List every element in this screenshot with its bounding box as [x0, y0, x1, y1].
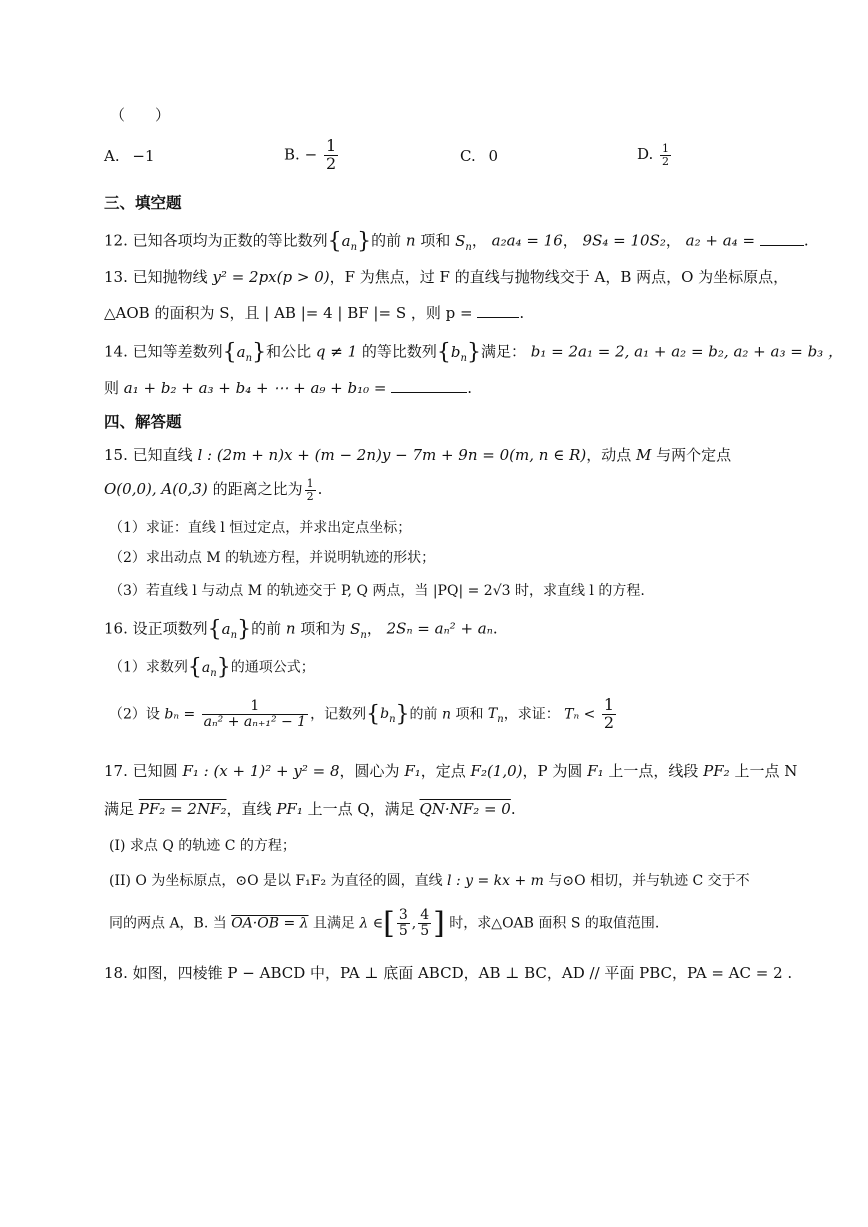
q14-answer-blank: [391, 378, 467, 393]
q16-part-2: （2）设 bₙ = $\frac{1}{\text{aₙ² + aₙ₊₁² − 1}}$ ，记数列$\{b_n\}$的前 n 项和 $T_n$，求证： Tₙ < $\frac{1}{2}$: [109, 695, 614, 732]
option-d-label: D.: [637, 145, 654, 164]
option-b-numerator: 1: [325, 136, 337, 155]
q17-text-6: 上一点 N: [734, 762, 798, 780]
q17-part-2-text-a: (II) O 为坐标原点，⊙O 是以 F₁F₂ 为直径的圆，直线: [109, 873, 443, 889]
q17-lower-fraction: [397, 908, 410, 938]
q15-ratio-fraction: [305, 478, 316, 502]
q17-vector-1: PF₂ = 2NF₂: [138, 800, 227, 818]
option-d-denominator: 2: [662, 154, 670, 168]
option-d-numerator: 1: [662, 142, 670, 155]
q15-line-equation: l : (2m + n)x + (m − 2n)y − 7m + 9n = 0(m, n ∈ R): [197, 446, 587, 464]
q15-points: O(0,0), A(0,3): [104, 480, 208, 499]
q15-ratio-numerator: 1: [306, 477, 314, 490]
section-answer-heading: 四、解答题: [104, 413, 182, 431]
q14-text-1: 已知等差数列: [132, 342, 223, 361]
q17-pf1: PF₁: [276, 800, 303, 818]
q16-text-1: 设正项数列: [132, 619, 208, 638]
q18-number: 18.: [104, 964, 128, 982]
q15-ratio-denominator: 2: [306, 489, 314, 503]
q12-number: 12.: [104, 231, 128, 250]
q17-part-1: (I) 求点 Q 的轨迹 C 的方程；: [109, 838, 296, 854]
q17-upper-fraction: [418, 908, 431, 938]
q15-part-3: （3）若直线 l 与动点 M 的轨迹交于 P, Q 两点，当 |PQ| = 2√3 时，求直线 l 的方程.: [109, 583, 645, 599]
q17-number: 17.: [104, 762, 128, 780]
option-a-label: A.: [104, 147, 120, 165]
option-c: [460, 147, 498, 165]
q18-text: 如图，四棱锥 P − ABCD 中，PA ⊥ 底面 ABCD，AB ⊥ BC，AD // 平面 PBC，PA = AC = 2 .: [132, 964, 793, 982]
q17-part-3: 同的两点 A，B. 当 OA·OB = λ 且满足 λ ∈[ $\frac{3}{5}$ , $\frac{4}{5}$ ] 时，求△OAB 面积 S 的取值范围.: [109, 906, 660, 941]
q17-text-7: 满足: [104, 800, 135, 818]
q17-pf2: PF₂: [703, 762, 730, 780]
question-18: [104, 962, 792, 983]
q17-upper-denominator: 5: [420, 923, 430, 939]
q16-bn-numerator: 1: [202, 699, 308, 715]
option-b-label: B.: [284, 145, 300, 164]
q13-text-1: 已知抛物线: [132, 268, 208, 286]
q16-equation: 2Sₙ = aₙ² + aₙ: [386, 619, 493, 638]
q16-part-2-text-d: 项和: [455, 706, 484, 723]
q17-part-3-text-c: 时，求△OAB 面积 S 的取值范围.: [449, 915, 660, 932]
q13-end: .: [519, 304, 525, 322]
option-a-value: −1: [132, 147, 155, 165]
question-14: 14. 已知等差数列$\{a_n\}$和公比 q ≠ 1 的等比数列$\{b_n\}$满足： b₁ = 2a₁ = 2, a₁ + a₂ = b₂, a₂ + a₃ = b₃ ，: [104, 340, 843, 365]
q16-part-2-text-c: 的前: [409, 706, 438, 723]
q15-text-2: ，动点: [586, 446, 632, 464]
q14-sum: a₁ + b₂ + a₃ + b₄ + ⋯ + a₉ + b₁₀ =: [123, 379, 387, 397]
question-13-line-2: [104, 302, 524, 323]
q16-text-3: 项和为: [300, 619, 346, 638]
q12-end: .: [803, 231, 809, 250]
q17-f1: F₁: [404, 762, 421, 780]
option-a: [104, 147, 155, 165]
q12-ask: a₂ + a₄ =: [685, 231, 756, 250]
q17-text-1: 已知圆: [132, 762, 178, 780]
q16-part-1-text-b: 的通项公式；: [230, 659, 315, 676]
question-15-line-2: [104, 478, 322, 502]
q17-text-4: ，P 为圆: [522, 762, 583, 780]
q14-text-5: 则: [104, 379, 120, 397]
q17-part-2-text-b: 与⊙O 相切，并与轨迹 C 交于不: [548, 873, 750, 889]
q14-number: 14.: [104, 342, 128, 361]
q17-upper-numerator: 4: [420, 907, 430, 924]
q13-answer-blank: [477, 303, 519, 318]
q14-text-4: 满足：: [480, 342, 526, 361]
q15-text-4: 的距离之比为: [212, 480, 303, 499]
q12-answer-blank: [760, 231, 804, 246]
q13-text-2: ，F 为焦点，过 F 的直线与抛物线交于 A，B 两点，O 为坐标原点，: [329, 268, 789, 286]
q16-number: 16.: [104, 619, 128, 638]
q17-tangent-line: l : y = kx + m: [447, 873, 544, 889]
question-17-line-2: [104, 798, 516, 819]
q16-end: .: [492, 619, 498, 638]
q15-text-3: 与两个定点: [656, 446, 732, 464]
q16-part-2-text-b: ，记数列: [310, 706, 367, 723]
question-16: 16. 设正项数列$\{a_n\}$的前 n 项和为 $S_n$， 2Sₙ = aₙ² + aₙ.: [104, 617, 498, 642]
q17-f2: F₂(1,0): [470, 762, 523, 780]
q14-text-2: 和公比: [266, 342, 312, 361]
question-14-line-2: [104, 377, 472, 398]
option-d: [637, 143, 673, 167]
q16-half-numerator: 1: [603, 695, 614, 714]
q17-text-2: ，圆心为: [339, 762, 400, 780]
q16-tn: Tₙ <: [564, 706, 596, 723]
q14-ratio: q ≠ 1: [315, 342, 358, 361]
q17-dot-product: OA·OB = λ: [231, 915, 309, 932]
q16-half-denominator: 2: [603, 712, 614, 732]
q15-part-1: （1）求证：直线 l 恒过定点，并求出定点坐标；: [109, 520, 412, 536]
q17-text-8: ，直线: [226, 800, 272, 818]
q17-part-3-text-a: 同的两点 A，B. 当: [109, 915, 227, 932]
q16-bn: bₙ =: [164, 706, 196, 723]
q13-number: 13.: [104, 268, 128, 286]
q17-lower-numerator: 3: [398, 907, 408, 924]
q17-text-9: 上一点 Q，满足: [307, 800, 415, 818]
q17-lambda: λ ∈: [359, 915, 384, 932]
q16-part-2-text-e: ，求证：: [503, 706, 560, 723]
q12-text-3: 项和: [420, 231, 451, 250]
option-b: [284, 138, 340, 173]
q13-equation: y² = 2px(p > 0): [212, 268, 330, 286]
q16-part-2-text-a: （2）设: [109, 706, 160, 723]
question-13: [104, 266, 788, 287]
q17-lower-denominator: 5: [398, 923, 408, 939]
q16-half-fraction: [602, 697, 616, 732]
q14-text-3: 的等比数列: [361, 342, 437, 361]
q17-vector-2: QN·NF₂ = 0: [419, 800, 511, 818]
q15-point-m: M: [636, 446, 652, 464]
question-12: 12. 已知各项均为正数的等比数列$\{a_n\}$的前 n 项和 $S_n$， a₂a₄ = 16， 9S₄ = 10S₂， a₂ + a₄ = .: [104, 229, 809, 254]
q12-cond-1: a₂a₄ = 16: [491, 231, 563, 250]
q17-part-3-text-b: 且满足: [312, 915, 355, 932]
q17-end: .: [510, 800, 516, 818]
q16-bn-fraction: [202, 699, 308, 729]
question-17: [104, 760, 797, 781]
option-c-value: 0: [488, 147, 499, 165]
q16-bn-denominator: aₙ² + aₙ₊₁² − 1: [203, 713, 307, 730]
option-c-label: C.: [460, 147, 476, 165]
answer-paren: （ ）: [110, 106, 171, 124]
option-b-fraction: [324, 138, 338, 173]
q15-text-1: 已知直线: [132, 446, 193, 464]
option-d-fraction: [660, 143, 671, 167]
q12-text-2: 的前: [371, 231, 402, 250]
option-b-sign: −: [304, 145, 318, 164]
q15-part-2: （2）求出动点 M 的轨迹方程，并说明轨迹的形状；: [109, 550, 436, 566]
q17-f1-ref: F₁: [587, 762, 604, 780]
q14-end: .: [467, 379, 473, 397]
q16-text-2: 的前: [251, 619, 282, 638]
question-15: [104, 444, 731, 465]
section-fill-heading: 三、填空题: [104, 194, 182, 212]
option-b-denominator: 2: [325, 153, 337, 173]
q12-text-1: 已知各项均为正数的等比数列: [132, 231, 328, 250]
q14-condition: b₁ = 2a₁ = 2, a₁ + a₂ = b₂, a₂ + a₃ = b₃ ，: [530, 342, 843, 361]
q17-text-3: ，定点: [420, 762, 466, 780]
q12-sep: ，: [471, 231, 487, 250]
q15-number: 15.: [104, 446, 128, 464]
q17-text-5: 上一点，线段: [608, 762, 699, 780]
q17-part-2: [109, 870, 750, 890]
q16-part-1-text-a: （1）求数列: [109, 659, 188, 676]
q12-cond-2: 9S₄ = 10S₂: [582, 231, 666, 250]
q13-text-3: △AOB 的面积为 S，且 | AB |= 4 | BF |= S ，则 p =: [104, 304, 473, 322]
q15-end: .: [317, 480, 323, 499]
q17-circle: F₁ : (x + 1)² + y² = 8: [182, 762, 340, 780]
q16-part-1: （1）求数列$\{a_n\}$的通项公式；: [109, 655, 315, 680]
